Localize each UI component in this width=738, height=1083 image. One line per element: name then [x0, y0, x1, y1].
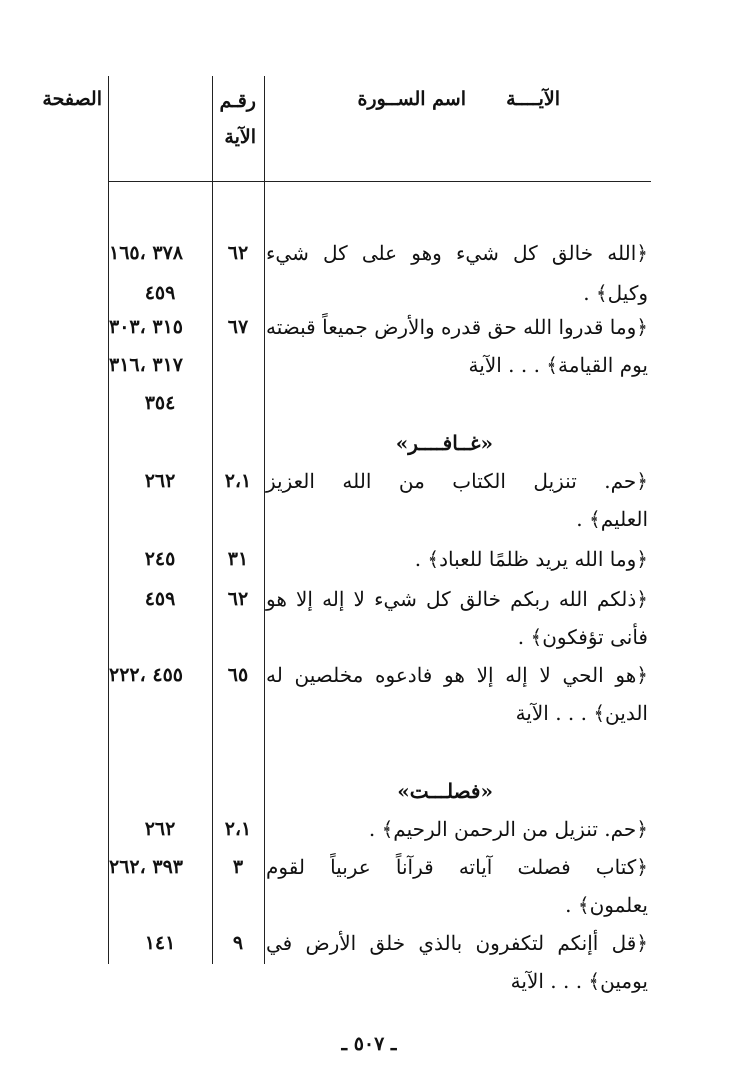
page-number: ـ ٥٠٧ ـ: [341, 1033, 397, 1055]
verse-number: ٦٧: [227, 316, 249, 338]
page-refs: ١٤١: [144, 932, 176, 954]
verse-number: ٣: [232, 856, 244, 878]
page-refs: ٣١٧ ،٣١٦: [109, 354, 183, 376]
verse-number: ٦٥: [227, 664, 249, 686]
page-refs: ٤٥٩: [144, 588, 176, 610]
verse-text-line: يومين﴾ . . . الآية: [510, 969, 648, 993]
header-verse-number-line2: الآية: [224, 126, 256, 148]
verse-text-line: ﴿ذلكم الله ربكم خالق كل شيء لا إله إلا هو: [266, 587, 648, 611]
verse-number: ٢،١: [224, 470, 252, 492]
verse-number: ٢،١: [224, 818, 252, 840]
page-refs: ٣٧٨ ،١٦٥: [109, 242, 183, 264]
header-surah-name: اسم الســورة: [357, 88, 466, 110]
page-refs: ٣٩٣ ،٢٦٢: [109, 856, 183, 878]
verse-text-line: وكيل﴾ .: [583, 281, 648, 305]
verse-text-line: الدين﴾ . . . الآية: [515, 701, 648, 725]
page-refs: ٢٦٢: [144, 818, 176, 840]
page-refs: ٢٤٥: [144, 548, 176, 570]
page-refs: ٣١٥ ،٣٠٣: [109, 316, 183, 338]
page-refs: ٣٥٤: [144, 392, 176, 414]
verse-text-line: ﴿وما قدروا الله حق قدره والأرض جميعاً قبضته: [266, 315, 648, 339]
page-refs: ٤٥٥ ،٢٢٢: [109, 664, 183, 686]
verse-number: ٦٢: [227, 588, 249, 610]
verse-number: ٩: [232, 932, 244, 954]
header-verse: الآيــــة: [506, 88, 560, 110]
verse-text-line: يعلمون﴾ .: [565, 893, 648, 917]
verse-text-line: ﴿هو الحي لا إله إلا هو فادعوه مخلصين له: [266, 663, 648, 687]
verse-number: ٣١: [227, 548, 249, 570]
verse-text-line: ﴿الله خالق كل شيء وهو على كل شيء: [266, 241, 648, 265]
verse-text-line: ﴿حم. تنزيل الكتاب من الله العزيز: [266, 469, 648, 493]
verse-text-line: ﴿قل أإنكم لتكفرون بالذي خلق الأرض في: [266, 931, 648, 955]
header-page: الصفحة: [42, 88, 102, 110]
verse-text-line: ﴿كتاب فصلت آياته قرآناً عربياً لقوم: [266, 855, 648, 879]
page-refs: ٢٦٢: [144, 470, 176, 492]
page-refs: ٤٥٩: [144, 282, 176, 304]
header-divider: [108, 181, 651, 182]
header-verse-number-line1: رقـم: [219, 90, 256, 112]
verse-text-line: يوم القيامة﴾ . . . الآية: [468, 353, 648, 377]
verse-text-line: العليم﴾ .: [576, 507, 648, 531]
verse-text-line: فأنى تؤفكون﴾ .: [517, 625, 648, 649]
verse-number: ٦٢: [227, 242, 249, 264]
section-heading-fussilat: «فصلـــت»: [397, 779, 493, 803]
column-rule-verse: [264, 76, 265, 964]
section-heading-ghafir: «غــافــــر»: [395, 431, 493, 455]
verse-text-line: ﴿حم. تنزيل من الرحمن الرحيم﴾ .: [368, 817, 648, 841]
verse-text-line: ﴿وما الله يريد ظلمًا للعباد﴾ .: [414, 547, 648, 571]
